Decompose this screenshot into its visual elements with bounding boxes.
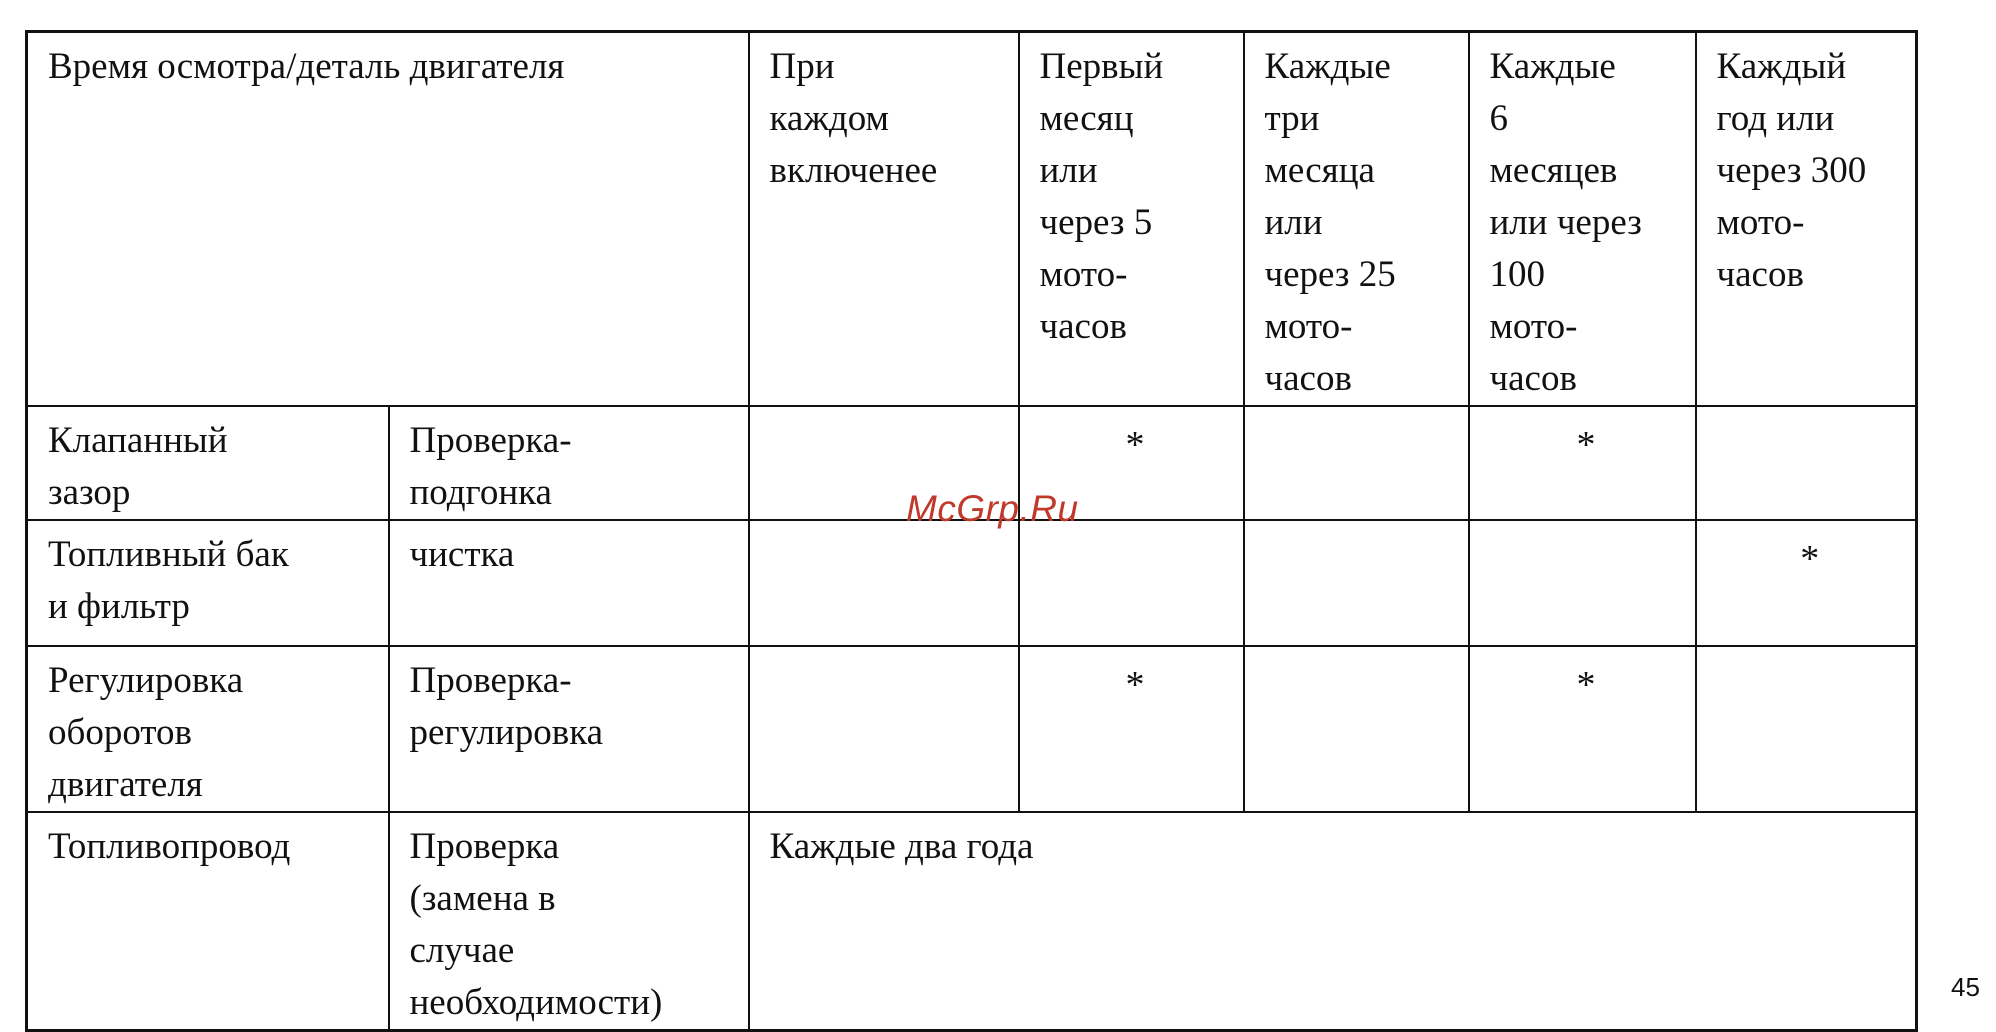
table-row (27, 646, 1917, 812)
mark-every-start (749, 646, 1019, 812)
action-cell: Проверка- регулировка (389, 646, 749, 812)
header-three-months: Каждые три месяца или через 25 мото- часов (1244, 32, 1469, 407)
mark-yearly: * (1696, 520, 1917, 646)
header-row (27, 32, 1917, 407)
action-cell: Проверка- подгонка (389, 406, 749, 520)
mark-six-months: * (1469, 406, 1696, 520)
mark-yearly (1696, 406, 1917, 520)
part-cell: Топливопровод (27, 812, 389, 1031)
header-every-start: При каждом включенее (749, 32, 1019, 407)
action-cell: Проверка (замена в случае необходимости) (389, 812, 749, 1031)
header-first-month: Первый месяц или через 5 мото- часов (1019, 32, 1244, 407)
mark-three-months (1244, 406, 1469, 520)
page-number: 45 (1951, 972, 1980, 1002)
mark-six-months: * (1469, 646, 1696, 812)
part-cell: Топливный бак и фильтр (27, 520, 389, 646)
table-row (27, 812, 1917, 1031)
action-cell: чистка (389, 520, 749, 646)
part-cell: Клапанный зазор (27, 406, 389, 520)
interval-note-cell: Каждые два года (749, 812, 1917, 1031)
mark-first-month: * (1019, 646, 1244, 812)
mark-yearly (1696, 646, 1917, 812)
header-main: Время осмотра/деталь двигателя (27, 32, 749, 407)
watermark-text: McGrp.Ru (906, 488, 1079, 529)
mark-three-months (1244, 646, 1469, 812)
mark-three-months (1244, 520, 1469, 646)
header-yearly: Каждый год или через 300 мото- часов (1696, 32, 1917, 407)
maintenance-schedule-table (25, 30, 1918, 1032)
table-row (27, 520, 1917, 646)
mark-first-month (1019, 520, 1244, 646)
part-cell: Регулировка оборотов двигателя (27, 646, 389, 812)
mark-six-months (1469, 520, 1696, 646)
mark-every-start (749, 520, 1019, 646)
mark-first-month: * (1019, 406, 1244, 520)
header-six-months: Каждые 6 месяцев или через 100 мото- часов (1469, 32, 1696, 407)
